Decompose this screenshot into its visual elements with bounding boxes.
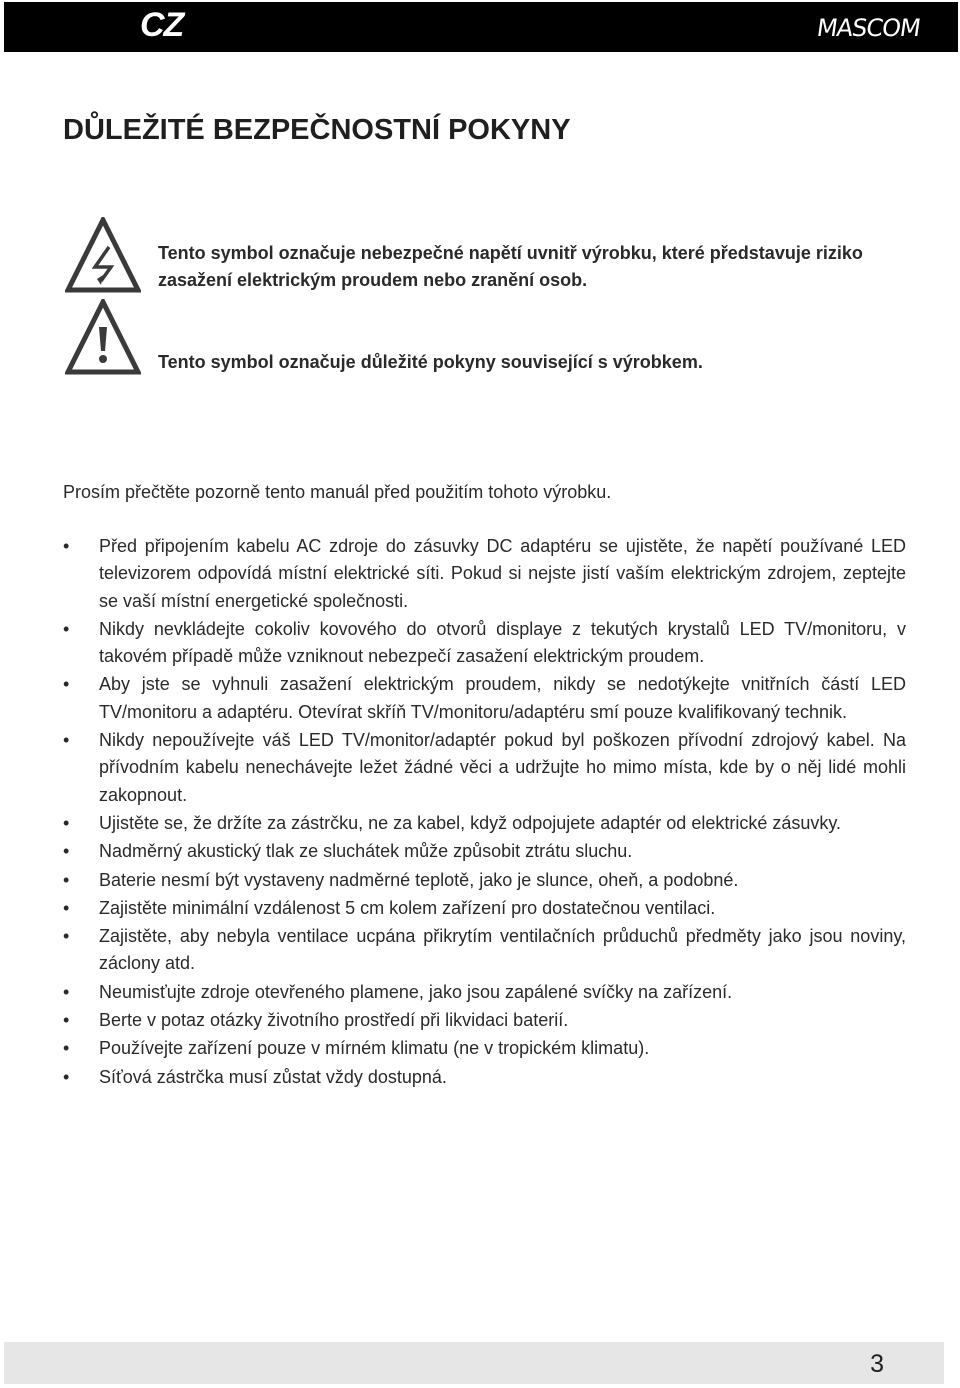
- bullet: •: [63, 536, 70, 556]
- bullet: •: [63, 1066, 70, 1087]
- bullet: •: [63, 841, 70, 862]
- brand-logo: MASCOM: [815, 14, 922, 42]
- list-item-text: Nikdy nepoužívejte váš LED TV/monitor/adaptér pokud byl poškozen přívodní zdrojový kabel. Na přívodním kabelu nenechávejte ležet žádné věci a udržujte ho mimo místa, kde by o něj lidé mohli zakopnout.: [99, 730, 906, 805]
- shock-symbol-description: Tento symbol označuje nebezpečné napětí uvnitř výrobku, které představuje riziko zasažení elektrickým proudem nebo zranění osob.: [158, 243, 863, 290]
- list-item-text: Aby jste se vyhnuli zasažení elektrickým proudem, nikdy se nedotýkejte vnitřních částí LED TV/monitoru a adaptéru. Otevírat skříň TV/monitoru/adaptéru smí pouze kvalifikovaný technik.: [99, 674, 906, 722]
- bullet: •: [63, 897, 70, 918]
- list-item-text: Před připojením kabelu AC zdroje do zásuvky DC adaptéru se ujistěte, že napětí používané LED televizorem odpovídá místní elektrické síti. Pokud si nejste jistí vaším elektrickým zdrojem, zeptejte se vaší místní energetické společnosti.: [99, 536, 906, 611]
- header-bar: [4, 2, 958, 52]
- bullet: •: [63, 674, 70, 695]
- language-code: CZ: [140, 6, 184, 44]
- list-item: [63, 1064, 906, 1091]
- list-item: [63, 838, 906, 865]
- bullet: •: [63, 926, 70, 947]
- bullet: •: [63, 1038, 70, 1059]
- bullet: •: [63, 618, 70, 639]
- list-item: [63, 533, 906, 615]
- list-item: [63, 810, 906, 837]
- page-number: 3: [870, 1350, 884, 1378]
- list-item-text: Ujistěte se, že držíte za zástrčku, ne za kabel, když odpojujete adaptér od elektrické zásuvky.: [99, 812, 842, 833]
- list-item: [63, 671, 906, 726]
- list-item: [63, 1007, 906, 1034]
- list-item-text: Neumisťujte zdroje otevřeného plamene, jako jsou zapálené svíčky na zařízení.: [99, 981, 733, 1002]
- intro-text: Prosím přečtěte pozorně tento manuál před použitím tohoto výrobku.: [63, 482, 612, 502]
- list-item: [63, 895, 906, 922]
- list-item-text: Baterie nesmí být vystaveny nadměrné teplotě, jako je slunce, oheň, a podobné.: [99, 869, 739, 890]
- page-title: DŮLEŽITÉ BEZPEČNOSTNÍ POKYNY: [63, 114, 571, 146]
- footer-bar: [4, 1342, 944, 1384]
- list-item-text: Používejte zařízení pouze v mírném klimatu (ne v tropickém klimatu).: [99, 1038, 650, 1059]
- bullet: •: [63, 730, 70, 751]
- list-item-text: Zajistěte minimální vzdálenost 5 cm kolem zařízení pro dostatečnou ventilaci.: [99, 897, 716, 918]
- bullet: •: [63, 812, 70, 833]
- exclamation-warning-icon: [65, 299, 141, 375]
- bullet: •: [63, 1010, 70, 1031]
- exclamation-symbol-description: Tento symbol označuje důležité pokyny související s výrobkem.: [158, 352, 703, 372]
- list-item-text: Nikdy nevkládejte cokoliv kovového do otvorů displaye z tekutých krystalů LED TV/monitoru, v takovém případě může vzniknout nebezpečí zasažení elektrickým proudem.: [99, 618, 906, 667]
- bullet: •: [63, 869, 70, 890]
- list-item-text: Nadměrný akustický tlak ze sluchátek může způsobit ztrátu sluchu.: [99, 841, 633, 862]
- list-item-text: Síťová zástrčka musí zůstat vždy dostupná.: [99, 1066, 447, 1087]
- list-item-text: Berte v potaz otázky životního prostředí při likvidaci baterií.: [99, 1010, 569, 1031]
- list-item: [63, 923, 906, 978]
- list-item: [63, 867, 906, 894]
- electric-shock-warning-icon: [65, 217, 141, 293]
- list-item: [63, 979, 906, 1006]
- bullet: •: [63, 981, 70, 1002]
- list-item: [63, 727, 906, 809]
- list-item-text: Zajistěte, aby nebyla ventilace ucpána přikrytím ventilačních průduchů předměty jako jsou noviny, záclony atd.: [99, 926, 906, 974]
- safety-list: [63, 533, 906, 1092]
- list-item: [63, 616, 906, 671]
- list-item: [63, 1035, 906, 1062]
